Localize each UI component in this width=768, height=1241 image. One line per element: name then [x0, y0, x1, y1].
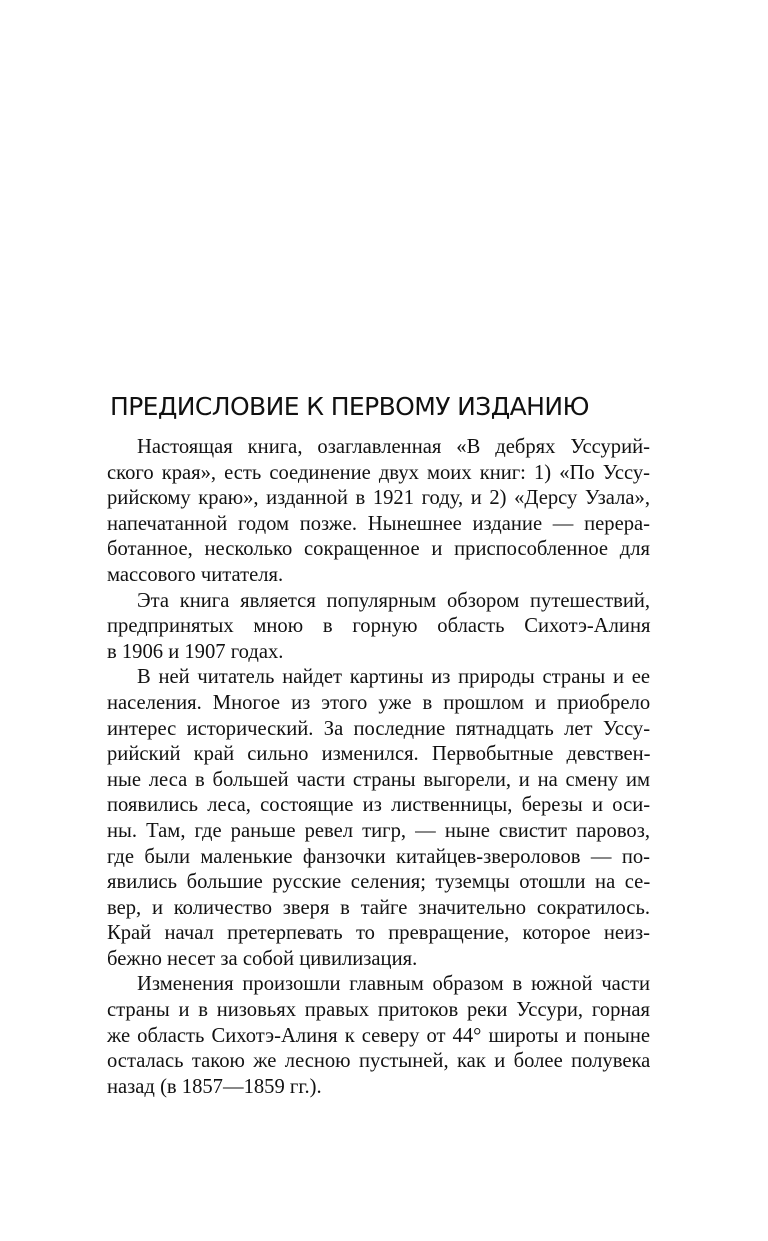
text-line: интерес исторический. За последние пятнадцать лет Уссу- — [107, 717, 651, 740]
text-line: вер, и количество зверя в тайге значительно сократилось. — [107, 896, 650, 919]
text-line: рийский край сильно изменился. Первобытные девствен- — [107, 743, 651, 766]
chapter-heading: ПРЕДИСЛОВИЕ К ПЕРВОМУ ИЗДАНИЮ — [110, 392, 589, 421]
text-line: ны. Там, где раньше ревел тигр, — ныне свистит паровоз, — [107, 819, 650, 842]
text-line: осталась такою же лесною пустыней, как и более полувека — [107, 1050, 651, 1073]
text-line: ботанное, несколько сокращенное и приспособленное для — [107, 538, 650, 561]
text-line: рийскому краю», изданной в 1921 году, и 2) «Дерсу Узала», — [107, 487, 650, 510]
text-line: где были маленькие фанзочки китайцев-звероловов — по- — [107, 845, 650, 868]
text-line: предпринятых мною в горную область Сихотэ-Алиня — [107, 615, 651, 638]
text-line: ского края», есть соединение двух моих книг: 1) «По Уссу- — [107, 461, 650, 484]
text-line: назад (в 1857—1859 гг.). — [107, 1075, 322, 1098]
text-line: Край начал претерпевать то превращение, которое неиз- — [107, 922, 651, 945]
text-line: же область Сихотэ-Алиня к северу от 44° широты и поныне — [107, 1024, 650, 1047]
text-line: явились большие русские селения; туземцы отошли на се- — [107, 871, 651, 894]
text-line: Изменения произошли главным образом в южной части — [137, 973, 650, 996]
paragraph-2 — [77, 589, 650, 666]
text-line: населения. Многое из этого уже в прошлом и приобрело — [107, 691, 651, 714]
paragraph-3 — [77, 665, 650, 972]
paragraph-4 — [77, 972, 650, 1100]
text-line: ные леса в большей части страны выгорели, и на смену им — [107, 768, 650, 791]
text-line: Эта книга является популярным обзором путешествий, — [137, 589, 651, 612]
text-line: страны и в низовьях правых притоков реки Уссури, горная — [107, 999, 651, 1022]
text-line: массового читателя. — [107, 563, 284, 586]
text-line: Настоящая книга, озаглавленная «В дебрях Уссурий- — [137, 436, 650, 458]
paragraph-1 — [77, 435, 650, 589]
text-line: напечатанной годом позже. Нынешнее издание — перера- — [107, 512, 650, 535]
text-line: бежно несет за собой цивилизация. — [107, 947, 418, 970]
text-line: В ней читатель найдет картины из природы страны и ее — [137, 666, 650, 689]
text-line: в 1906 и 1907 годах. — [107, 640, 284, 663]
text-line: появились леса, состоящие из лиственницы, березы и оси- — [107, 794, 651, 817]
body-text — [77, 435, 650, 1100]
